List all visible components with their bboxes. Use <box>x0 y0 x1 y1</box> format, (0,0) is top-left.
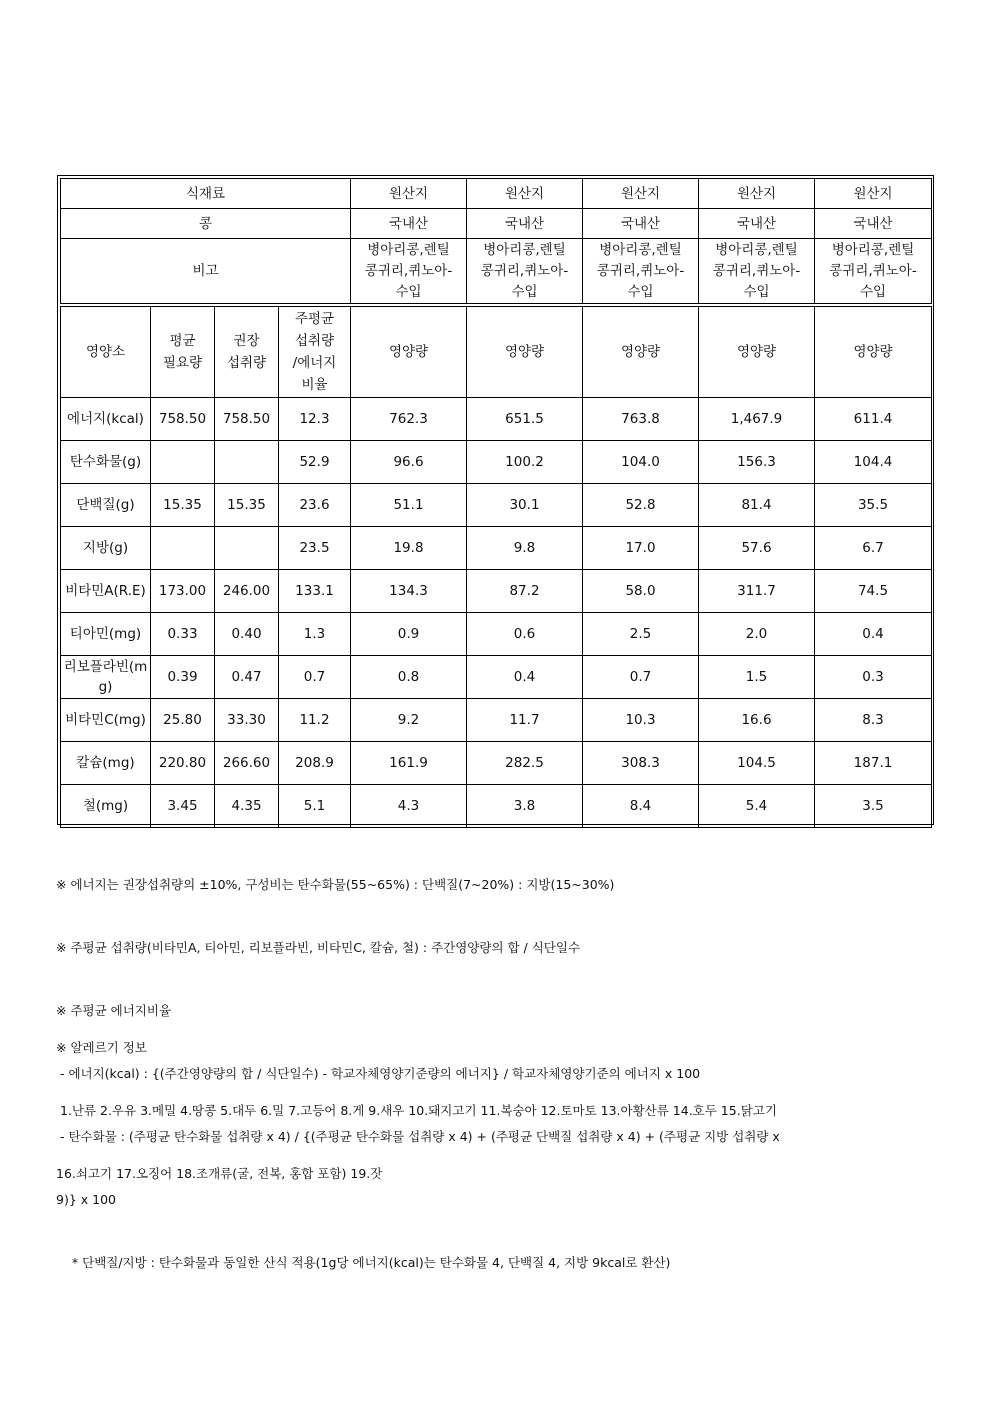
avg-required-value: 3.45 <box>151 785 215 828</box>
nutrition-row <box>61 699 932 742</box>
nutrition-row <box>61 742 932 785</box>
avg-required-value <box>151 527 215 570</box>
amount-value: 52.8 <box>583 484 699 527</box>
weekly-avg-value: 11.2 <box>279 699 351 742</box>
weekly-avg-value: 23.6 <box>279 484 351 527</box>
nutrient-label: 지방(g) <box>61 527 151 570</box>
recommended-value: 15.35 <box>215 484 279 527</box>
ingredient-name: 콩 <box>61 209 351 239</box>
amount-value: 0.4 <box>815 613 932 656</box>
origin-value: 국내산 <box>467 209 583 239</box>
origin-header: 원산지 <box>815 179 932 209</box>
amount-value: 100.2 <box>467 441 583 484</box>
amount-value: 2.0 <box>699 613 815 656</box>
remark-row <box>61 239 932 304</box>
weekly-avg-header <box>279 307 351 398</box>
nutrient-label: 철(mg) <box>61 785 151 828</box>
amount-value: 156.3 <box>699 441 815 484</box>
amount-value: 282.5 <box>467 742 583 785</box>
amount-value: 5.4 <box>699 785 815 828</box>
amount-value: 0.7 <box>583 656 699 699</box>
nutrition-table <box>60 306 932 828</box>
amount-value: 134.3 <box>351 570 467 613</box>
remark-line: 콩귀리,퀴노아- <box>712 262 801 279</box>
nutrition-row <box>61 527 932 570</box>
remark-line: 콩귀리,퀴노아- <box>829 262 917 279</box>
amount-value: 10.3 <box>583 699 699 742</box>
nutrition-row <box>61 656 932 699</box>
remark-cell <box>815 239 932 304</box>
avg-required-value: 0.33 <box>151 613 215 656</box>
nutrient-header: 영양소 <box>61 307 151 398</box>
amount-value: 87.2 <box>467 570 583 613</box>
remark-line: 병아리콩,렌틸 <box>367 241 450 258</box>
note-line: ※ 에너지는 권장섭취량의 ±10%, 구성비는 탄수화물(55~65%) : 단백질(7~20%) : 지방(15~30%) <box>56 877 615 892</box>
amount-value: 8.3 <box>815 699 932 742</box>
recommended-header <box>215 307 279 398</box>
amount-value: 762.3 <box>351 398 467 441</box>
nutrition-row <box>61 484 932 527</box>
nutrient-label: 비타민A(R.E) <box>61 570 151 613</box>
amount-value: 2.5 <box>583 613 699 656</box>
amount-value: 51.1 <box>351 484 467 527</box>
nutrient-label: 칼슘(mg) <box>61 742 151 785</box>
remark-line: 수입 <box>859 283 887 300</box>
remark-line: 수입 <box>395 283 422 300</box>
amount-value: 35.5 <box>815 484 932 527</box>
origin-header: 원산지 <box>699 179 815 209</box>
nutrition-row <box>61 398 932 441</box>
amount-value: 0.9 <box>351 613 467 656</box>
avg-required-header <box>151 307 215 398</box>
avg-required-value: 220.80 <box>151 742 215 785</box>
origin-header: 원산지 <box>467 179 583 209</box>
allergy-line: 16.쇠고기 17.오징어 18.조개류(굴, 전복, 홍합 포함) 19.잣 <box>56 1166 383 1181</box>
amount-value: 311.7 <box>699 570 815 613</box>
recommended-value <box>215 527 279 570</box>
nutrient-label: 탄수화물(g) <box>61 441 151 484</box>
origin-header: 원산지 <box>351 179 467 209</box>
amount-value: 187.1 <box>815 742 932 785</box>
amount-value: 1,467.9 <box>699 398 815 441</box>
amount-value: 19.8 <box>351 527 467 570</box>
amount-value: 16.6 <box>699 699 815 742</box>
nutrition-row <box>61 785 932 828</box>
recommended-value: 0.40 <box>215 613 279 656</box>
allergy-section <box>56 995 941 1205</box>
recommended-value: 758.50 <box>215 398 279 441</box>
meal-nutrition-report <box>57 175 934 825</box>
amount-value: 1.5 <box>699 656 815 699</box>
amount-value: 81.4 <box>699 484 815 527</box>
weekly-avg-value: 0.7 <box>279 656 351 699</box>
remark-cell <box>699 239 815 304</box>
recommended-value: 266.60 <box>215 742 279 785</box>
note-line: - 탄수화물 : (주평균 탄수화물 섭취량 x 4) / {(주평균 탄수화물 섭취량 x 4) + (주평균 단백질 섭취량 x 4) + (주평균 지방 섭취량 x <box>56 1129 780 1144</box>
header-line: 권장 <box>233 333 260 349</box>
amount-value: 96.6 <box>351 441 467 484</box>
amount-value: 8.4 <box>583 785 699 828</box>
amount-value: 104.4 <box>815 441 932 484</box>
nutrition-header-row <box>61 307 932 398</box>
header-line: 섭취량 <box>226 355 267 371</box>
header-line: 평균 <box>169 333 196 349</box>
origin-header-row <box>61 179 932 209</box>
amount-value: 30.1 <box>467 484 583 527</box>
origin-value: 국내산 <box>815 209 932 239</box>
remark-line: 병아리콩,렌틸 <box>715 241 798 258</box>
nutrition-row <box>61 570 932 613</box>
remark-line: 수입 <box>511 283 538 300</box>
remark-cell <box>583 239 699 304</box>
nutrition-row <box>61 613 932 656</box>
note-line: ※ 주평균 에너지비율 <box>56 1003 172 1018</box>
amount-value: 0.6 <box>467 613 583 656</box>
remark-line: 병아리콩,렌틸 <box>483 241 566 258</box>
weekly-avg-value: 52.9 <box>279 441 351 484</box>
amount-value: 0.3 <box>815 656 932 699</box>
note-line: 9)} x 100 <box>56 1192 116 1207</box>
nutrient-label: 비타민C(mg) <box>61 699 151 742</box>
remark-line: 콩귀리,퀴노아- <box>596 262 685 279</box>
recommended-value: 33.30 <box>215 699 279 742</box>
amount-value: 611.4 <box>815 398 932 441</box>
nutrition-rows <box>61 398 932 828</box>
nutrient-label: 티아민(mg) <box>61 613 151 656</box>
recommended-value <box>215 441 279 484</box>
weekly-avg-value: 5.1 <box>279 785 351 828</box>
nutrient-label: 단백질(g) <box>61 484 151 527</box>
avg-required-value: 173.00 <box>151 570 215 613</box>
amount-value: 104.5 <box>699 742 815 785</box>
amount-value: 74.5 <box>815 570 932 613</box>
remark-line: 수입 <box>743 283 770 300</box>
amount-value: 57.6 <box>699 527 815 570</box>
amount-value: 0.4 <box>467 656 583 699</box>
amount-value: 9.8 <box>467 527 583 570</box>
recommended-value: 246.00 <box>215 570 279 613</box>
amount-header: 영양량 <box>699 307 815 398</box>
remark-line: 콩귀리,퀴노아- <box>364 262 453 279</box>
header-line: 필요량 <box>162 355 203 371</box>
ingredient-row <box>61 209 932 239</box>
remark-line: 콩귀리,퀴노아- <box>480 262 569 279</box>
amount-value: 4.3 <box>351 785 467 828</box>
amount-value: 161.9 <box>351 742 467 785</box>
avg-required-value: 0.39 <box>151 656 215 699</box>
ingredient-origin-table <box>60 178 932 304</box>
avg-required-value: 25.80 <box>151 699 215 742</box>
header-line: 섭취량 <box>294 333 335 349</box>
allergy-title: ※ 알레르기 정보 <box>56 1040 147 1055</box>
remark-line: 수입 <box>627 283 654 300</box>
amount-value: 9.2 <box>351 699 467 742</box>
header-line: 비율 <box>301 377 328 393</box>
avg-required-value: 758.50 <box>151 398 215 441</box>
remark-label: 비고 <box>61 239 351 304</box>
origin-header: 원산지 <box>583 179 699 209</box>
weekly-avg-value: 208.9 <box>279 742 351 785</box>
amount-value: 308.3 <box>583 742 699 785</box>
origin-value: 국내산 <box>583 209 699 239</box>
note-line: * 단백질/지방 : 탄수화물과 동일한 산식 적용(1g당 에너지(kcal)는 탄수화물 4, 단백질 4, 지방 9kcal로 환산) <box>56 1255 671 1270</box>
amount-header: 영양량 <box>815 307 932 398</box>
weekly-avg-value: 133.1 <box>279 570 351 613</box>
nutrient-label: 에너지(kcal) <box>61 398 151 441</box>
amount-header: 영양량 <box>351 307 467 398</box>
avg-required-value: 15.35 <box>151 484 215 527</box>
allergy-line: 1.난류 2.우유 3.메밀 4.땅콩 5.대두 6.밀 7.고등어 8.게 9.새우 10.돼지고기 11.복숭아 12.토마토 13.아황산류 14.호두 15.닭고기 <box>56 1103 777 1118</box>
amount-value: 104.0 <box>583 441 699 484</box>
header-line: 주평균 <box>294 311 335 327</box>
weekly-avg-value: 12.3 <box>279 398 351 441</box>
note-line: ※ 주평균 섭취량(비타민A, 티아민, 리보플라빈, 비타민C, 칼슘, 철) : 주간영양량의 합 / 식단일수 <box>56 940 581 955</box>
remark-cell <box>467 239 583 304</box>
remark-line: 병아리콩,렌틸 <box>599 241 682 258</box>
amount-value: 11.7 <box>467 699 583 742</box>
nutrition-row <box>61 441 932 484</box>
amount-value: 6.7 <box>815 527 932 570</box>
origin-value: 국내산 <box>351 209 467 239</box>
avg-required-value <box>151 441 215 484</box>
weekly-avg-value: 23.5 <box>279 527 351 570</box>
amount-value: 763.8 <box>583 398 699 441</box>
recommended-value: 0.47 <box>215 656 279 699</box>
recommended-value: 4.35 <box>215 785 279 828</box>
amount-value: 3.8 <box>467 785 583 828</box>
amount-value: 17.0 <box>583 527 699 570</box>
header-line: /에너지 <box>292 355 337 371</box>
amount-value: 58.0 <box>583 570 699 613</box>
amount-value: 0.8 <box>351 656 467 699</box>
amount-value: 3.5 <box>815 785 932 828</box>
amount-value: 651.5 <box>467 398 583 441</box>
amount-header: 영양량 <box>467 307 583 398</box>
weekly-avg-value: 1.3 <box>279 613 351 656</box>
remark-cell <box>351 239 467 304</box>
note-line: - 에너지(kcal) : {(주간영양량의 합 / 식단일수) - 학교자체영양기준량의 에너지} / 학교자체영양기준의 에너지 x 100 <box>56 1066 701 1081</box>
remark-line: 병아리콩,렌틸 <box>831 241 915 258</box>
ingredient-header: 식재료 <box>61 179 351 209</box>
amount-header: 영양량 <box>583 307 699 398</box>
origin-value: 국내산 <box>699 209 815 239</box>
nutrient-label: 리보플라빈(mg) <box>61 656 151 699</box>
